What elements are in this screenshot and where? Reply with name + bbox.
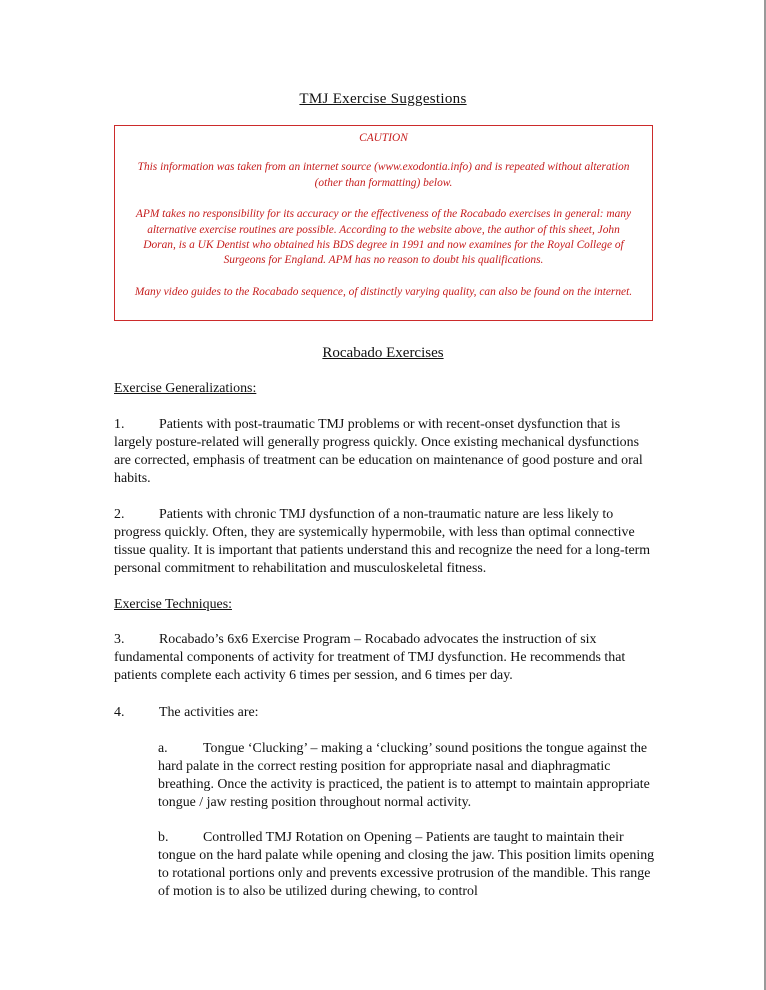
sub-item-label: a. xyxy=(158,741,168,756)
sub-item-text: Tongue ‘Clucking’ – making a ‘clucking’ sound positions the tongue against the hard palate in the correct resting position for appropriate nasal and diaphragmatic breathing. Once the activity is practiced, the patient is to attempt to maintain appropriate tongue / jaw resting position throughout normal activity. xyxy=(158,741,650,810)
list-number: 4. xyxy=(114,705,125,720)
sub-item-text: Controlled TMJ Rotation on Opening – Patients are taught to maintain their tongue on the hard palate while opening and closing the jaw. This position limits opening to rotational portions only and prevents excessive protrusion of the mandible. This range of motion is to also be utilized during chewing, to control xyxy=(158,830,655,899)
list-text: Patients with post-traumatic TMJ problems or with recent-onset dysfunction that is largely posture-related will generally progress quickly. Once existing mechanical dysfunctions are corrected, emphasis of treatment can be education on maintenance of good posture and oral habits. xyxy=(114,417,643,486)
section-heading-techniques: Exercise Techniques: xyxy=(114,597,232,612)
list-item-1 xyxy=(114,416,654,488)
section-title: Rocabado Exercises xyxy=(322,345,444,361)
caution-paragraph-source: This information was taken from an internet source (www.exodontia.info) and is repeated without alteration (other than formatting) below. xyxy=(137,161,630,189)
sub-item-a xyxy=(158,740,658,812)
sub-item-label: b. xyxy=(158,830,169,845)
caution-paragraph-disclaimer: APM takes no responsibility for its accuracy or the effectiveness of the Rocabado exercises in general: many alternative exercise routines are possible. According to the website above, the author of this sheet, John Doran, is a UK Dentist who obtained his BDS degree in 1991 and now examines for the Royal College of Surgeons for England. APM has no reason to doubt his qualifications. xyxy=(135,208,632,267)
document-title: TMJ Exercise Suggestions xyxy=(299,91,467,107)
caution-paragraph-video: Many video guides to the Rocabado sequence, of distinctly varying quality, can also be found on the internet. xyxy=(134,285,633,298)
list-number: 1. xyxy=(114,417,125,432)
list-text: The activities are: xyxy=(159,705,259,720)
section-heading-generalizations: Exercise Generalizations: xyxy=(114,381,257,396)
caution-box xyxy=(114,125,653,321)
list-text: Patients with chronic TMJ dysfunction of a non-traumatic nature are less likely to progress quickly. Often, they are systemically hypermobile, with less than optimal connective tissue quality. It is important that patients understand this and recognize the need for a long-term personal commitment to rehabilitation and musculoskeletal fitness. xyxy=(114,507,651,576)
list-item-3 xyxy=(114,631,654,685)
list-number: 3. xyxy=(114,632,125,647)
sub-item-b xyxy=(158,829,658,901)
list-text: Rocabado’s 6x6 Exercise Program – Rocabado advocates the instruction of six fundamental components of activity for treatment of TMJ dysfunction. He recommends that patients complete each activity 6 times per session, and 6 times per day. xyxy=(114,632,626,683)
caution-heading: CAUTION xyxy=(359,132,408,144)
list-item-4 xyxy=(114,704,654,722)
list-number: 2. xyxy=(114,507,125,522)
list-item-2 xyxy=(114,506,654,578)
